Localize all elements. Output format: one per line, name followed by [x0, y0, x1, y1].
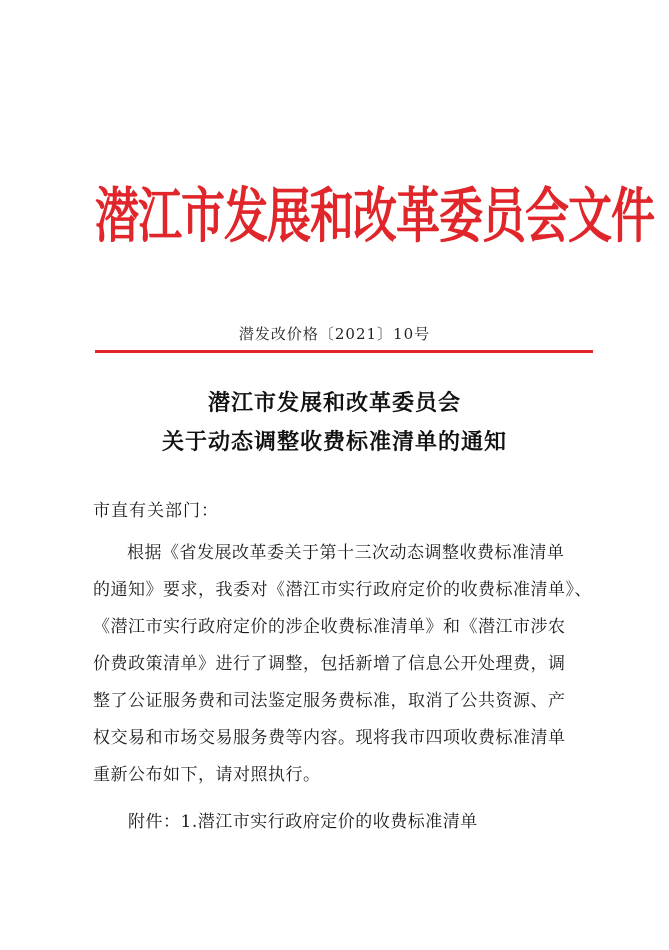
- body-paragraph-line: 《潜江市实行政府定价的涉企收费标准清单》和《潜江市涉农: [93, 617, 566, 637]
- notice-title-line-2: 关于动态调整收费标准清单的通知: [161, 429, 507, 455]
- body-paragraph-line: 权交易和市场交易服务费等内容。现将我市四项收费标准清单: [93, 728, 566, 748]
- masthead-title: 潜江市发展和改革委员会文件: [95, 182, 654, 252]
- body-paragraph-line: 重新公布如下，请对照执行。: [93, 765, 321, 785]
- document-number: 潜发改价格〔2021〕10号: [238, 325, 431, 343]
- addressee: 市直有关部门：: [93, 501, 219, 521]
- notice-title-line-1: 潜江市发展和改革委员会: [207, 390, 461, 416]
- body-paragraph-line: 整了公证服务费和司法鉴定服务费标准，取消了公共资源、产: [93, 691, 566, 711]
- body-paragraph-line: 的通知》要求，我委对《潜江市实行政府定价的收费标准清单》、: [93, 580, 592, 600]
- body-paragraph-line: 根据《省发展改革委关于第十三次动态调整收费标准清单: [127, 543, 565, 563]
- attachment-line: 附件：1.潜江市实行政府定价的收费标准清单: [128, 812, 478, 832]
- red-separator-line: [95, 350, 593, 353]
- body-paragraph-line: 价费政策清单》进行了调整，包括新增了信息公开处理费，调: [93, 654, 566, 674]
